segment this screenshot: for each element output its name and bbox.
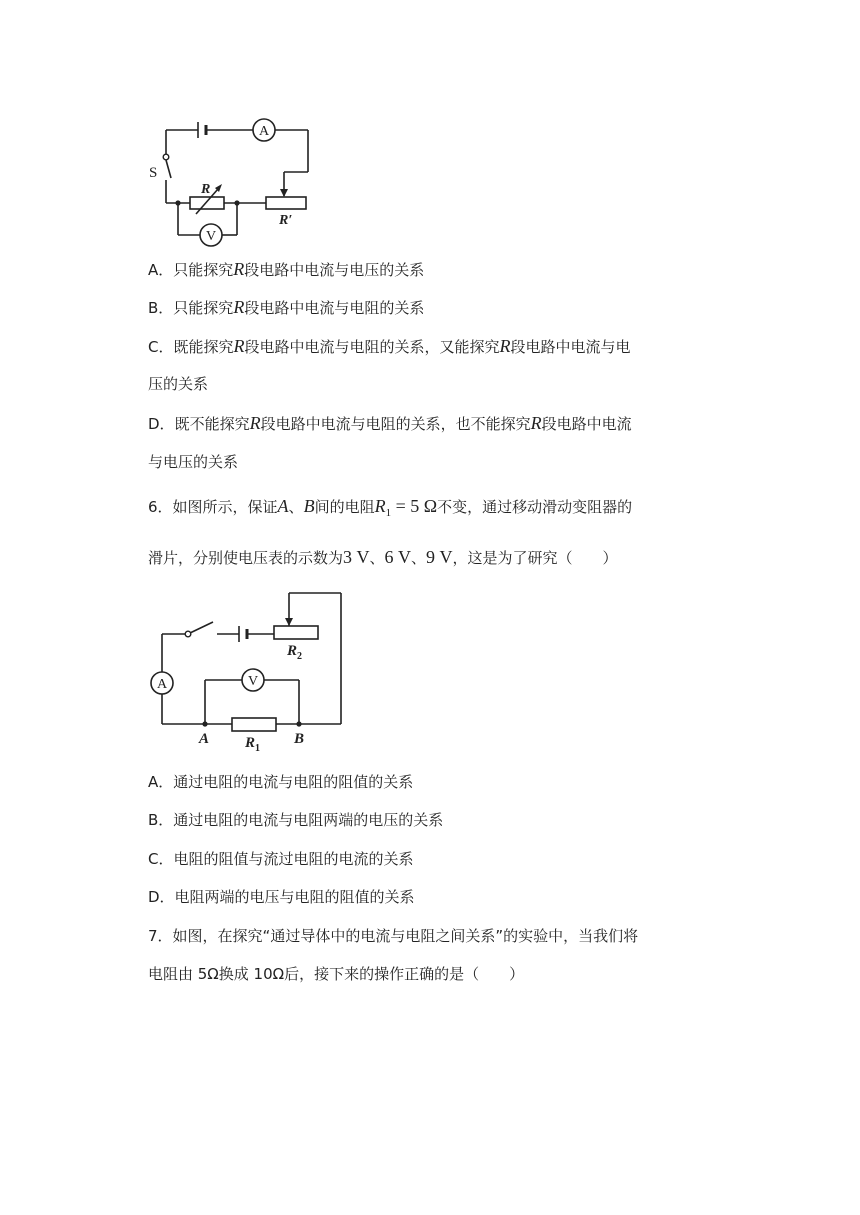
resistor-R-label: R	[201, 182, 211, 197]
rheostat-label: R′	[279, 213, 293, 228]
q7-stem-line1: 7．如图，在探究“通过导体中的电流与电阻之间关系”的实验中，当我们将	[148, 927, 639, 945]
q6-stem-line2: 滑片，分别使电压表的示数为3 V、6 V、9 V，这是为了研究（ ）	[148, 547, 618, 567]
rheostat-slider-arrow	[285, 618, 293, 626]
q6-option-a: A．通过电阻的电流与电阻的阻值的关系	[148, 773, 414, 791]
q5-option-a: A．只能探究R段电路中电流与电压的关系	[148, 259, 425, 279]
switch-contact	[185, 631, 191, 637]
r1-label: $R_1$	[245, 735, 261, 754]
q5-option-c-continued: 压的关系	[148, 375, 209, 393]
q6-option-d: D．电阻两端的电压与电阻的阻值的关系	[148, 888, 415, 906]
junction-dot	[296, 721, 301, 726]
voltmeter-letter: V	[247, 674, 259, 689]
resistor-R1	[232, 718, 276, 731]
ammeter-letter: A	[258, 124, 270, 139]
q6-option-c: C．电阻的阻值与流过电阻的电流的关系	[148, 850, 414, 868]
q5-option-b: B．只能探究R段电路中电流与电阻的关系	[148, 297, 425, 317]
q5-option-d-continued: 与电压的关系	[148, 453, 239, 471]
q7-stem-line2: 电阻由 5Ω换成 10Ω后，接下来的操作正确的是（ ）	[148, 965, 525, 983]
r2-label: $R_2$	[287, 643, 303, 662]
battery-symbol	[239, 626, 247, 642]
switch-label: S	[149, 165, 158, 181]
point-A-label: A	[199, 731, 210, 747]
voltmeter-letter: V	[205, 229, 217, 244]
q5-option-c: C．既能探究R段电路中电流与电阻的关系，又能探究R段电路中电流与电	[148, 336, 631, 356]
q5-option-d: D．既不能探究R段电路中电流与电阻的关系，也不能探究R段电路中电流	[148, 413, 632, 433]
junction-dot	[202, 721, 207, 726]
ammeter-letter: A	[156, 677, 168, 692]
rheostat-R2	[274, 626, 318, 639]
point-B-label: B	[294, 731, 305, 747]
q6-option-b: B．通过电阻的电流与电阻两端的电压的关系	[148, 811, 444, 829]
q6-stem-line1: 6．如图所示，保证A、B间的电阻$R_1 = 5$ Ω不变，通过移动滑动变阻器的	[148, 496, 633, 519]
